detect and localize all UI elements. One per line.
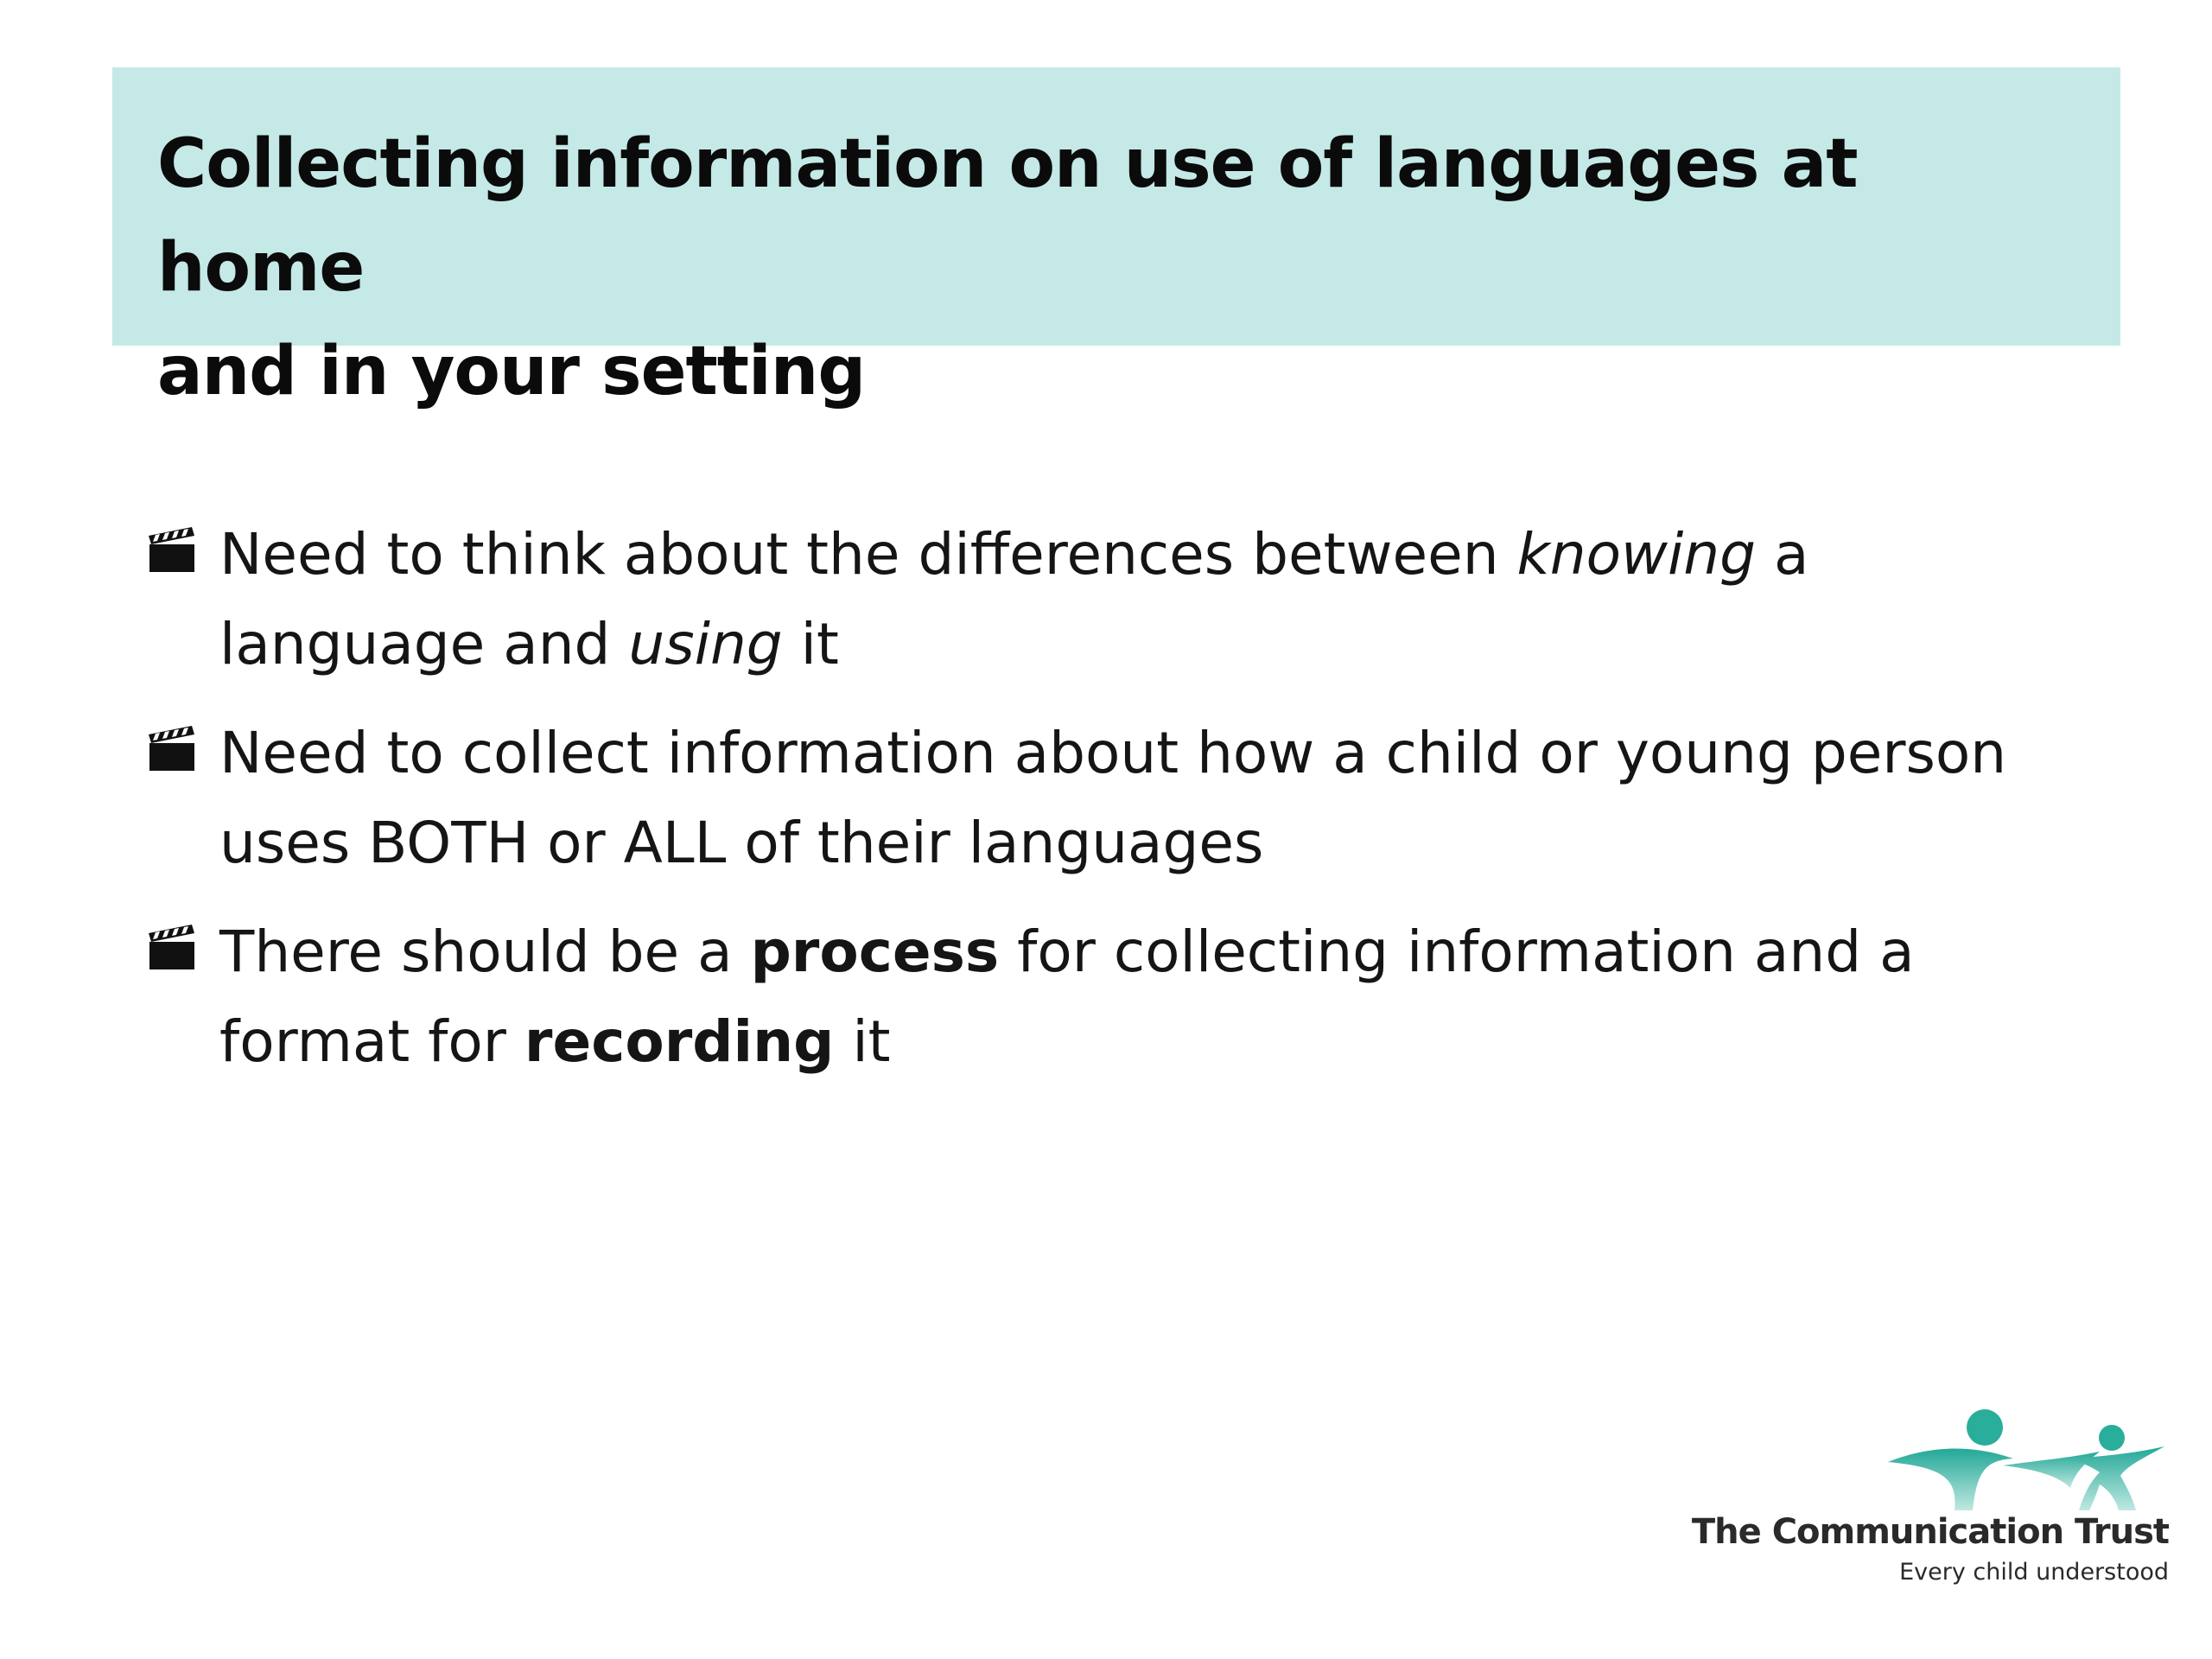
emphasis-using: using xyxy=(628,611,783,677)
slide-title-line1: Collecting information on use of languages at home xyxy=(157,125,1858,307)
logo-figures-icon xyxy=(1884,1408,2169,1512)
clapperboard-icon xyxy=(147,525,197,574)
bullet-text: Need to think about the differences between xyxy=(219,521,1517,588)
emphasis-process: process xyxy=(750,918,1000,985)
bullet-item xyxy=(147,510,2074,690)
title-banner xyxy=(112,67,2120,410)
bullet-text: for collecting information and a format for xyxy=(219,918,1915,1075)
bullet-text: Need to collect information about how a child or young person uses BOTH or ALL of their languages xyxy=(219,720,2007,876)
emphasis-recording: recording xyxy=(524,1008,835,1075)
slide-title-line2: and in your setting xyxy=(157,333,866,410)
bullet-list xyxy=(147,510,2074,1106)
clapperboard-icon xyxy=(147,923,197,971)
bullet-text: it xyxy=(834,1008,891,1075)
bullet-text: it xyxy=(782,611,839,677)
communication-trust-logo xyxy=(1691,1408,2169,1599)
logo-name: The Communication Trust xyxy=(1691,1512,2169,1552)
bullet-item xyxy=(147,709,2074,888)
bullet-text: a language and xyxy=(219,521,1809,677)
slide-title xyxy=(157,112,2077,423)
bullet-item xyxy=(147,907,2074,1087)
clapperboard-icon xyxy=(147,724,197,772)
emphasis-knowing: knowing xyxy=(1516,521,1757,588)
bullet-text: There should be a xyxy=(219,918,751,985)
logo-tagline: Every child understood xyxy=(1899,1559,2169,1586)
